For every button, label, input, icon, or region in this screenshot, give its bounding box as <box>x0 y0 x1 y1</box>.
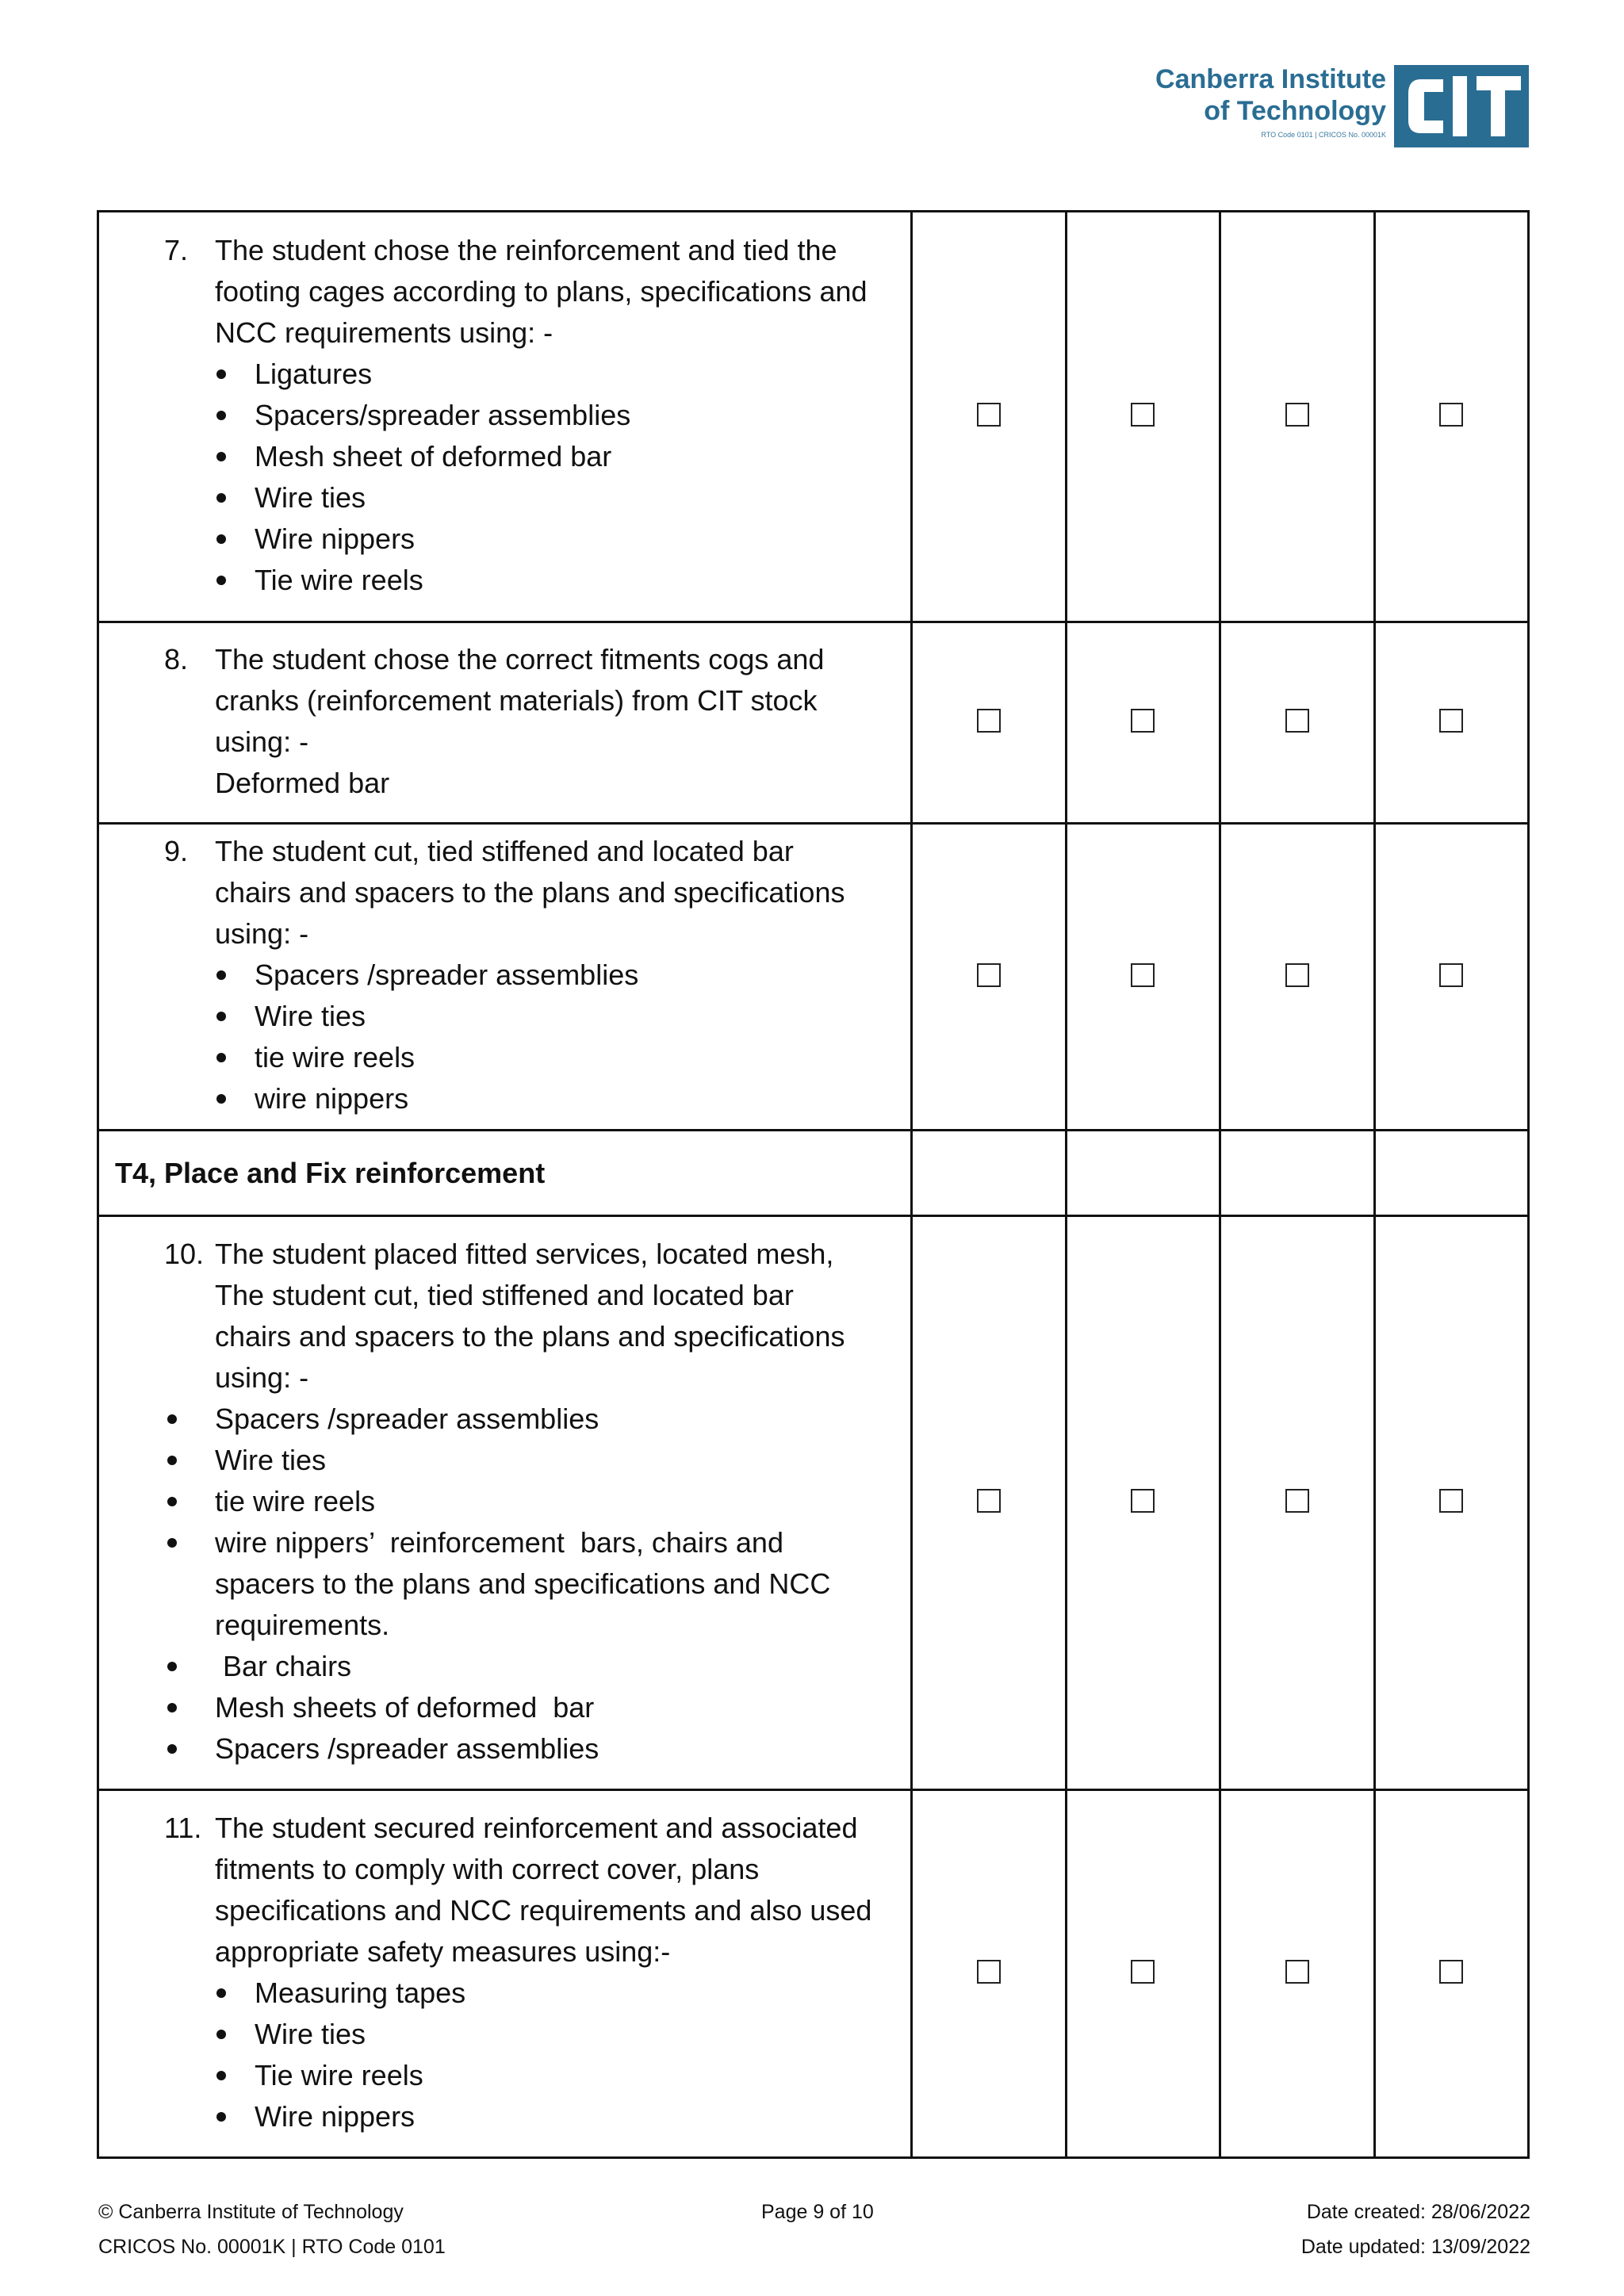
resource-list-item <box>164 1481 898 1522</box>
checkbox[interactable] <box>1439 1960 1463 1984</box>
checkbox-cell <box>1374 824 1529 1131</box>
resource-list-item <box>164 560 898 601</box>
checkbox-cell <box>912 824 1067 1131</box>
resource-text: Mesh sheets of deformed bar <box>215 1690 595 1724</box>
resource-list-item <box>164 1728 898 1770</box>
resource-list <box>164 1399 898 1770</box>
section-heading-cell <box>98 1131 912 1216</box>
criterion-line: using: - <box>215 1360 309 1394</box>
resource-text: Spacers/spreader assemblies <box>255 398 631 431</box>
bullet-icon <box>216 493 226 503</box>
resource-list-item <box>164 1973 898 2014</box>
criterion-text <box>99 1801 910 2147</box>
criterion-line: chairs and spacers to the plans and specifications <box>215 1319 845 1353</box>
resource-text: Tie wire reels <box>255 563 423 596</box>
criterion-cell <box>98 824 912 1131</box>
checkbox[interactable] <box>1131 709 1155 733</box>
checkbox-cell <box>1220 1216 1375 1790</box>
item-number: 9. <box>164 835 189 867</box>
criterion-cell <box>98 212 912 622</box>
resource-list-item <box>164 2055 898 2096</box>
resource-text: Mesh sheet of deformed bar <box>255 439 612 473</box>
checkbox-cell <box>1066 212 1220 622</box>
resource-list-item <box>164 519 898 560</box>
resource-text: Spacers /spreader assemblies <box>215 1732 599 1765</box>
bullet-icon <box>216 2071 226 2080</box>
checklist-item-row <box>98 824 1529 1131</box>
checkbox[interactable] <box>1285 963 1309 987</box>
footer-copyright: © Canberra Institute of Technology <box>98 2201 404 2223</box>
bullet-icon <box>167 1456 177 1465</box>
criterion-cell <box>98 1216 912 1790</box>
footer-cricos: CRICOS No. 00001K | RTO Code 0101 <box>98 2236 446 2258</box>
resource-text: wire nippers’ reinforcement bars, chairs and <box>215 1525 783 1559</box>
checkbox[interactable] <box>1131 403 1155 427</box>
empty-cell <box>1374 1131 1529 1216</box>
resource-text: Wire ties <box>255 1000 366 1032</box>
bullet-icon <box>167 1662 177 1671</box>
checkbox-cell <box>1374 622 1529 824</box>
resource-text: wire nippers <box>255 1082 409 1115</box>
resource-list-item <box>164 1440 898 1481</box>
resource-text: Wire ties <box>255 480 366 514</box>
checkbox[interactable] <box>1131 963 1155 987</box>
resource-text: requirements. <box>215 1608 390 1641</box>
resource-text: Wire nippers <box>255 2099 416 2133</box>
criterion-line: The student chose the correct fitments cogs and <box>215 642 825 675</box>
checkbox[interactable] <box>1131 1960 1155 1984</box>
bullet-icon <box>167 1744 177 1754</box>
resource-text: tie wire reels <box>255 1041 416 1073</box>
bullet-icon <box>216 1053 226 1062</box>
checkbox-cell <box>1220 824 1375 1131</box>
item-number: 7. <box>164 233 189 266</box>
resource-list-item <box>164 436 898 477</box>
criterion-line: chairs and spacers to the plans and specifications <box>215 876 845 909</box>
empty-cell <box>1220 1131 1375 1216</box>
checklist-item-row <box>98 212 1529 622</box>
resource-text: Ligatures <box>255 357 373 390</box>
checkbox[interactable] <box>977 963 1001 987</box>
checkbox-cell <box>912 622 1067 824</box>
checkbox[interactable] <box>1439 709 1463 733</box>
criterion-line: Deformed bar <box>215 766 390 799</box>
checkbox[interactable] <box>1285 403 1309 427</box>
empty-cell <box>1066 1131 1220 1216</box>
criterion-cell <box>98 1790 912 2158</box>
cit-logo-mark-icon <box>1394 65 1529 147</box>
checkbox-cell <box>1374 1216 1529 1790</box>
resource-text: Wire ties <box>255 2017 366 2050</box>
assessment-checklist-table <box>97 210 1530 2159</box>
checkbox-cell <box>1066 824 1220 1131</box>
footer-date-updated: Date updated: 13/09/2022 <box>1300 2236 1530 2258</box>
checklist-item-row <box>98 1790 1529 2158</box>
bullet-icon <box>216 970 226 980</box>
bullet-icon <box>216 1094 226 1104</box>
criterion-cell <box>98 622 912 824</box>
criterion-text <box>99 825 910 1129</box>
item-number: 11. <box>164 1811 202 1844</box>
checkbox-cell <box>1220 1790 1375 2158</box>
footer-date-created: Date created: 28/06/2022 <box>1306 2201 1530 2223</box>
criterion-line: The student placed fitted services, located mesh, <box>215 1237 834 1270</box>
footer-left <box>98 2195 446 2264</box>
resource-text: Spacers /spreader assemblies <box>215 1402 599 1435</box>
criterion-text <box>99 224 910 610</box>
resource-list-item <box>164 955 898 996</box>
resource-text: Bar chairs <box>215 1649 352 1682</box>
checkbox[interactable] <box>977 1489 1001 1513</box>
resource-list <box>164 955 898 1119</box>
resource-text: Spacers /spreader assemblies <box>255 959 639 991</box>
checkbox[interactable] <box>977 403 1001 427</box>
checklist-item-row <box>98 622 1529 824</box>
resource-list-item <box>164 2014 898 2055</box>
checkbox-cell <box>1220 622 1375 824</box>
resource-list-item <box>164 1037 898 1078</box>
checkbox-cell <box>1220 212 1375 622</box>
resource-text: Tie wire reels <box>255 2058 423 2091</box>
resource-list-item <box>164 1522 898 1646</box>
checkbox[interactable] <box>977 709 1001 733</box>
logo-rto-code: RTO Code 0101 | CRICOS No. 00001K <box>1261 131 1386 139</box>
checkbox[interactable] <box>1439 1489 1463 1513</box>
criterion-line: NCC requirements using: - <box>215 316 553 349</box>
criterion-line: specifications and NCC requirements and also used <box>215 1893 872 1927</box>
empty-cell <box>912 1131 1067 1216</box>
resource-list-item <box>164 354 898 395</box>
checkbox-cell <box>1374 1790 1529 2158</box>
footer-right <box>1301 2195 1530 2264</box>
checkbox-cell <box>1066 622 1220 824</box>
checkbox[interactable] <box>1439 963 1463 987</box>
footer-page-number: Page 9 of 10 <box>761 2201 874 2223</box>
checkbox[interactable] <box>1131 1489 1155 1513</box>
criterion-line: using: - <box>215 917 309 950</box>
criterion-text <box>99 633 910 813</box>
resource-list-item <box>164 1687 898 1728</box>
resource-list <box>164 1973 898 2137</box>
bullet-icon <box>167 1538 177 1548</box>
bullet-icon <box>216 452 226 461</box>
bullet-icon <box>167 1497 177 1506</box>
checkbox[interactable] <box>1285 1489 1309 1513</box>
bullet-icon <box>216 1988 226 1998</box>
criterion-line: The student secured reinforcement and associated <box>215 1811 858 1844</box>
resource-text: Wire nippers <box>255 522 416 555</box>
criterion-line: appropriate safety measures using:- <box>215 1934 671 1968</box>
resource-text: Measuring tapes <box>255 1976 466 2009</box>
criterion-line: The student chose the reinforcement and tied the <box>215 233 837 266</box>
criterion-line: footing cages according to plans, specifications and <box>215 274 868 308</box>
checkbox-cell <box>1066 1216 1220 1790</box>
resource-list-item <box>164 1078 898 1119</box>
bullet-icon <box>216 369 226 379</box>
cit-logo <box>1150 63 1529 152</box>
resource-list-item <box>164 996 898 1037</box>
item-number: 10. <box>164 1237 205 1270</box>
resource-list-item <box>164 2096 898 2137</box>
checkbox-cell <box>912 1216 1067 1790</box>
criterion-line: fitments to comply with correct cover, plans <box>215 1852 760 1885</box>
checklist-item-row <box>98 1216 1529 1790</box>
resource-list-item <box>164 477 898 519</box>
resource-text: tie wire reels <box>215 1484 376 1517</box>
checkbox[interactable] <box>1285 709 1309 733</box>
bullet-icon <box>216 576 226 585</box>
item-number: 8. <box>164 642 189 675</box>
logo-name-line2: of Technology <box>1204 96 1386 126</box>
logo-text <box>1155 63 1386 143</box>
resource-list <box>164 354 898 601</box>
checkbox-cell <box>1066 1790 1220 2158</box>
section-heading: T4, Place and Fix reinforcement <box>115 1156 546 1189</box>
criterion-line: The student cut, tied stiffened and located bar <box>215 835 794 867</box>
checkbox[interactable] <box>977 1960 1001 1984</box>
section-row <box>98 1131 1529 1216</box>
logo-name-line1: Canberra Institute <box>1155 64 1386 94</box>
resource-list-item <box>164 395 898 436</box>
checkbox[interactable] <box>1285 1960 1309 1984</box>
checkbox-cell <box>1374 212 1529 622</box>
criterion-text <box>99 1227 910 1779</box>
resource-text: spacers to the plans and specifications and NCC <box>215 1567 831 1600</box>
criterion-line: cranks (reinforcement materials) from CIT stock <box>215 683 818 717</box>
bullet-icon <box>216 411 226 420</box>
checkbox-cell <box>912 212 1067 622</box>
bullet-icon <box>216 2030 226 2039</box>
bullet-icon <box>216 534 226 544</box>
checklist-body <box>98 212 1529 2158</box>
criterion-line: using: - <box>215 725 309 758</box>
resource-list-item <box>164 1399 898 1440</box>
resource-text: Wire ties <box>215 1443 327 1476</box>
checkbox[interactable] <box>1439 403 1463 427</box>
criterion-line: The student cut, tied stiffened and located bar <box>215 1278 794 1311</box>
bullet-icon <box>216 2112 226 2122</box>
checkbox-cell <box>912 1790 1067 2158</box>
bullet-icon <box>167 1703 177 1712</box>
bullet-icon <box>216 1012 226 1021</box>
bullet-icon <box>167 1414 177 1424</box>
resource-list-item <box>164 1646 898 1687</box>
